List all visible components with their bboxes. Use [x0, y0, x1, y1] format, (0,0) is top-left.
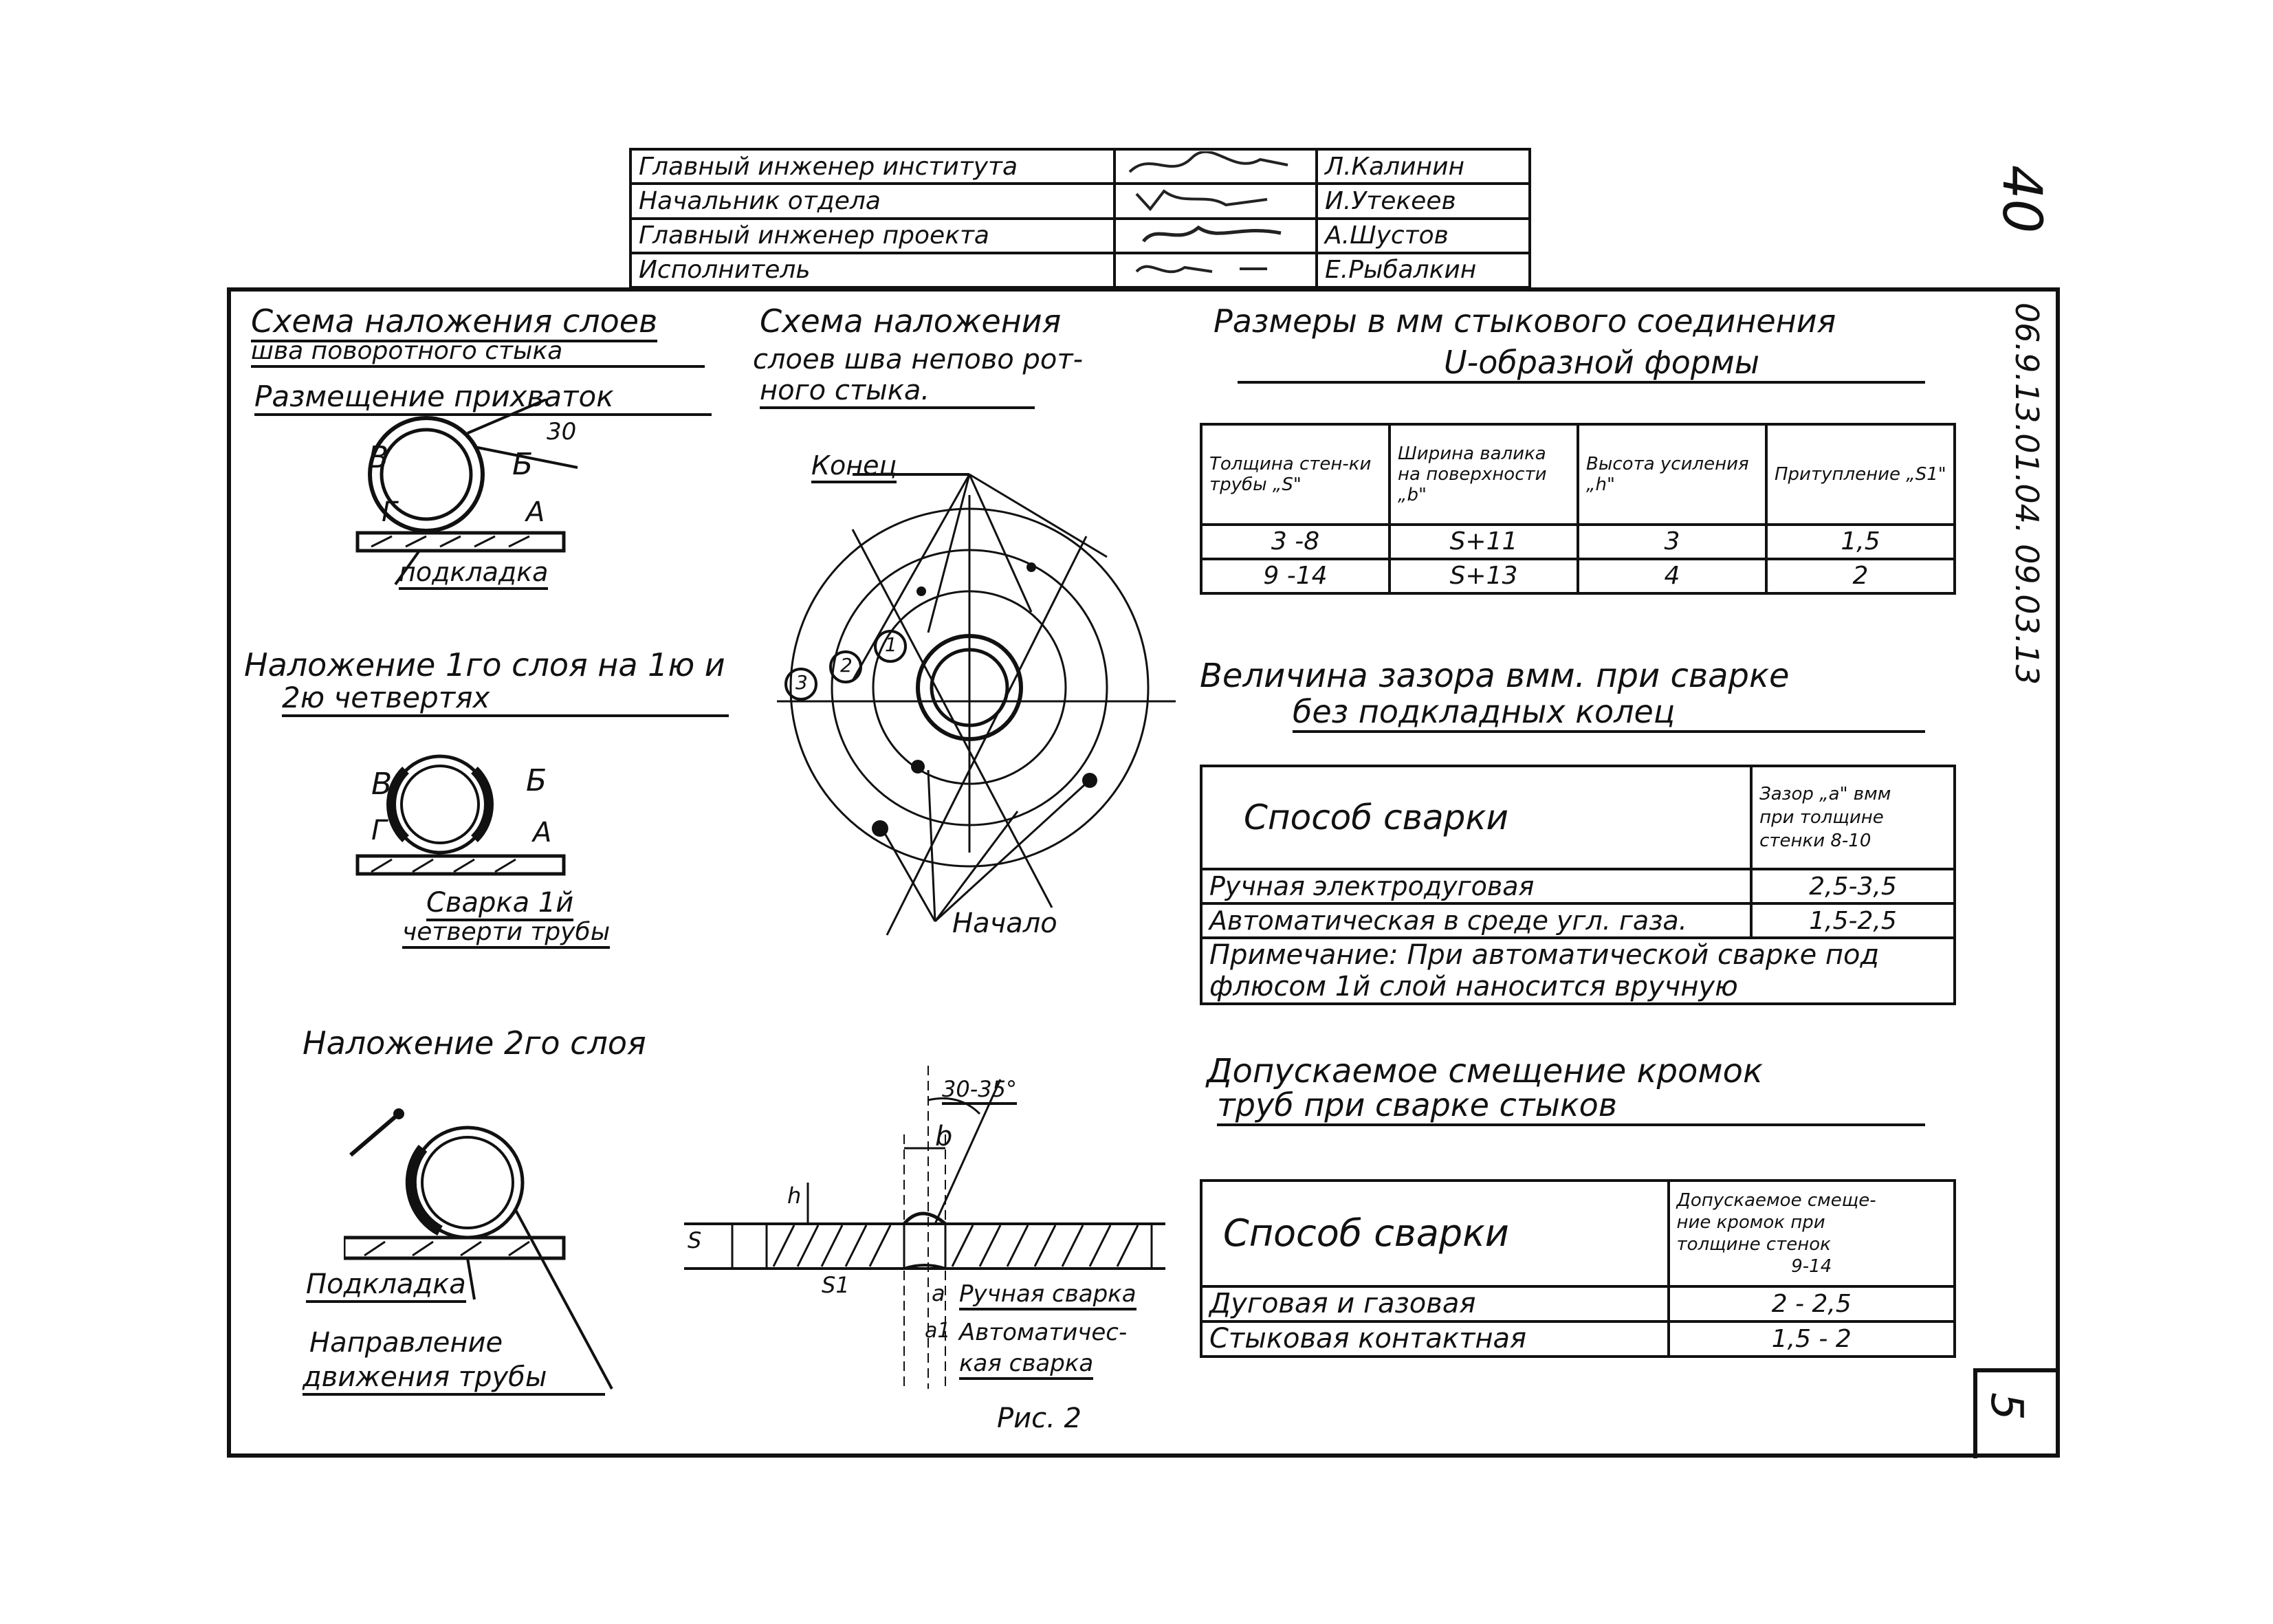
sig-signature [1114, 184, 1317, 218]
center-title-3: ного стыка. [760, 375, 1035, 409]
offset-table [1200, 1179, 1956, 1358]
left-title-2: шва поворотного стыка [251, 337, 705, 368]
gap-value: 1,5-2,5 [1751, 903, 1955, 938]
label-B-2: Б [526, 763, 547, 798]
gap-header-value [1751, 766, 1955, 869]
dims-cell: 2 [1766, 559, 1955, 593]
offset-header-line: Допускаемое смеще- [1676, 1189, 1876, 1211]
offset-title-1: Допускаемое смещение кромок [1207, 1052, 1763, 1090]
label-B: Б [512, 447, 534, 482]
layer2-title: Наложение 2го слоя [303, 1024, 646, 1062]
start-label: Начало [952, 908, 1057, 939]
direction-label-1: Направление [309, 1327, 503, 1359]
joint-section [684, 1066, 1179, 1409]
gap-header-line: Зазор „а" вмм [1759, 784, 1891, 804]
weld-q1-label-2: четверти трубы [402, 918, 610, 949]
label-V: В [368, 440, 389, 475]
label-A-2: А [533, 817, 552, 848]
sig-signature [1114, 253, 1317, 287]
backing-label: подкладка [399, 557, 548, 590]
offset-header-line: 9-14 [1791, 1255, 1832, 1277]
offset-value: 2 - 2,5 [1669, 1286, 1955, 1321]
label-G-2: Г [371, 815, 387, 846]
gap-table [1200, 765, 1956, 1005]
offset-header-value [1669, 1181, 1955, 1286]
sig-role: Главный инженер института [630, 149, 1114, 184]
offset-method: Стыковая контактная [1201, 1321, 1669, 1357]
dims-cell: 3 [1578, 525, 1766, 559]
end-label: Конец [811, 450, 897, 483]
sig-role: Исполнитель [630, 253, 1114, 287]
dims-table [1200, 423, 1956, 595]
dim-h-label: h [787, 1183, 802, 1209]
sig-name: И.Утекеев [1317, 184, 1530, 218]
dims-header: Высота усиления „h" [1578, 424, 1766, 525]
gap-header-line: при толщине [1759, 807, 1884, 828]
sig-name: Л.Калинин [1317, 149, 1530, 184]
label-G: Г [382, 496, 397, 528]
page-number: 40 [1990, 165, 2052, 234]
dims-cell: S+13 [1390, 559, 1578, 593]
gap-header-line: стенки 8-10 [1759, 831, 1871, 851]
dim-s1-label: S1 [822, 1272, 850, 1298]
sheet-number: 5 [1981, 1392, 2032, 1420]
weld-q1-label-1: Сварка 1й [426, 887, 573, 921]
dims-header: Ширина валика на поверхности „b" [1390, 424, 1578, 525]
dims-cell: 1,5 [1766, 525, 1955, 559]
sig-signature [1114, 149, 1317, 184]
dims-header: Толщина стен-ки трубы „S" [1201, 424, 1390, 525]
left-subtitle-clamps: Размещение прихваток [254, 380, 712, 416]
label-A: А [526, 496, 545, 528]
center-title-2: слоев шва непово рот- [753, 344, 1084, 375]
document-code: 06.9.13.01.04. 09.03.13 [2008, 303, 2045, 685]
offset-header-line: ние кромок при [1676, 1211, 1825, 1233]
figure-caption: Рис. 2 [997, 1403, 1081, 1434]
gap-method: Автоматическая в среде угл. газа. [1201, 903, 1751, 938]
dim-b-label: b [935, 1121, 953, 1152]
gap-method: Ручная электродуговая [1201, 869, 1751, 903]
dims-cell: S+11 [1390, 525, 1578, 559]
sig-name: Е.Рыбалкин [1317, 253, 1530, 287]
offset-header-line: толщине стенок [1676, 1233, 1831, 1255]
dims-title-1: Размеры в мм стыкового соединения [1214, 303, 1836, 340]
dim-s-label: S [688, 1227, 702, 1253]
offset-value: 1,5 - 2 [1669, 1321, 1955, 1357]
sig-signature [1114, 219, 1317, 253]
note-a1-text-2: кая сварка [959, 1350, 1093, 1380]
gap-title-1: Величина зазора вмм. при сварке [1200, 657, 1790, 695]
sig-role: Главный инженер проекта [630, 219, 1114, 253]
layer-number-2: 2 [840, 654, 853, 677]
dims-cell: 3 -8 [1201, 525, 1390, 559]
layer1-title-1: Наложение 1го слоя на 1ю и [244, 646, 725, 683]
label-V-2: В [371, 767, 393, 802]
left-title-1: Схема наложения слоев [251, 303, 657, 342]
sig-role: Начальник отдела [630, 184, 1114, 218]
sig-name: А.Шустов [1317, 219, 1530, 253]
note-a1-key: а1 [925, 1319, 951, 1343]
center-title-1: Схема наложения [760, 303, 1062, 340]
note-a1-text-1: Автоматичес- [959, 1319, 1128, 1346]
angle-30-label: 30 [547, 418, 577, 446]
offset-header-method: Способ сварки [1201, 1181, 1669, 1286]
angle-label: 30-35° [942, 1076, 1017, 1105]
backing-label-2: Подкладка [306, 1269, 466, 1303]
direction-label-2: движения трубы [303, 1361, 605, 1396]
gap-value: 2,5-3,5 [1751, 869, 1955, 903]
layer-number-1: 1 [885, 633, 897, 656]
gap-title-2: без подкладных колец [1293, 693, 1925, 733]
dims-cell: 4 [1578, 559, 1766, 593]
gap-header-method: Способ сварки [1201, 766, 1751, 869]
signature-table [629, 148, 1531, 289]
offset-method: Дуговая и газовая [1201, 1286, 1669, 1321]
gap-note-line: флюсом 1й слой наносится вручную [1209, 971, 1738, 1002]
gap-note-line: Примечание: При автоматической сварке под [1209, 939, 1880, 971]
dims-title-2: U-образной формы [1238, 344, 1925, 384]
offset-title-2: труб при сварке стыков [1217, 1086, 1925, 1126]
layer-number-3: 3 [795, 671, 808, 694]
note-a-text: Ручная сварка [959, 1280, 1136, 1310]
layer1-title-2: 2ю четвертях [282, 681, 729, 717]
non-rotary-scheme [763, 454, 1189, 949]
dims-header: Притупление „S1" [1766, 424, 1955, 525]
dims-cell: 9 -14 [1201, 559, 1390, 593]
gap-note [1201, 938, 1955, 1004]
note-a-key: а [932, 1280, 945, 1306]
